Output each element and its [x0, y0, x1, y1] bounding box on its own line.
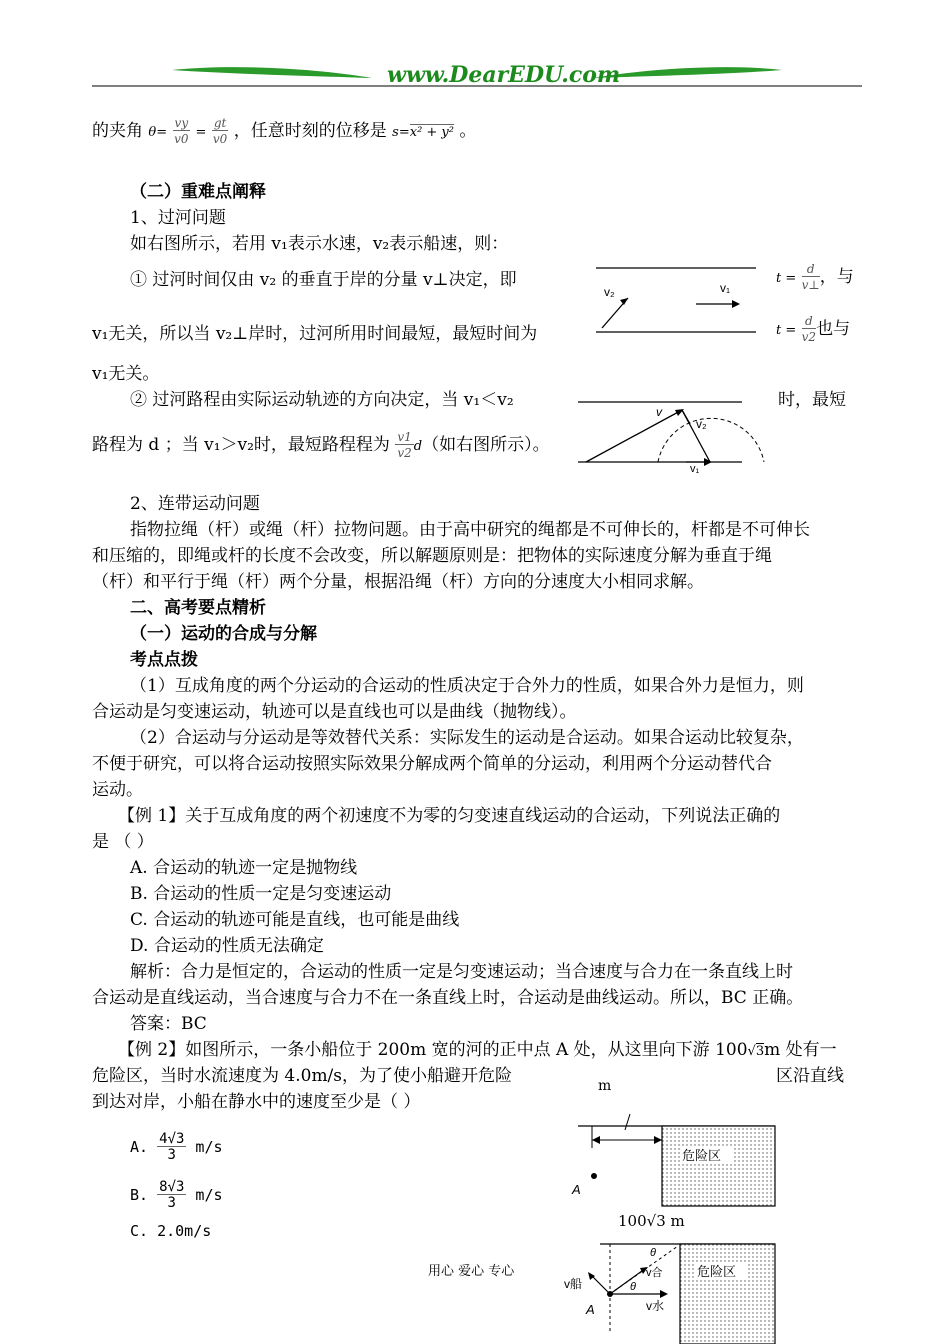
paragraph: ① 过河时间仅由 v₂ 的垂直于岸的分量 v⊥决定，即: [130, 270, 517, 290]
svg-text:v水: v水: [646, 1299, 665, 1313]
example-question: 【例 1】关于互成角度的两个初速度不为零的匀变速直线运动的合运动，下列说法正确的: [118, 806, 781, 826]
paragraph: （杆）和平行于绳（杆）两个分量，根据沿绳（杆）方向的分速度大小相同求解。: [92, 572, 704, 592]
option-c: C. 2.0m/s: [130, 1222, 212, 1240]
paragraph: ② 过河路程由实际运动轨迹的方向决定，当 v₁＜v₂: [130, 390, 514, 410]
option-c: C. 合运动的轨迹可能是直线，也可能是曲线: [130, 910, 460, 930]
paragraph: v₁无关，所以当 v₂⊥岸时，过河所用时间最短，最短时间为: [92, 324, 538, 344]
svg-text:v: v: [656, 405, 662, 419]
distance-label: 100√3 m: [618, 1212, 685, 1230]
answer: 答案：BC: [130, 1014, 207, 1034]
svg-text:A: A: [572, 1182, 581, 1197]
option-a: A. 合运动的轨迹一定是抛物线: [130, 858, 358, 878]
svg-text:危险区: 危险区: [697, 1264, 737, 1279]
option-d: D. 合运动的性质无法确定: [130, 936, 324, 956]
river-diagram-2: [578, 396, 768, 476]
formula-t-vperp: t = $\frac{d}{v\perp}$ ，与: [776, 262, 854, 292]
svg-text:v₂: v₂: [604, 285, 615, 299]
section-subheading: 考点点拨: [130, 650, 198, 670]
page-footer: 用心 爱心 专心: [428, 1264, 515, 1279]
solution: 解析：合力是恒定的，合运动的性质一定是匀变速运动；当合速度与合力在一条直线上时: [130, 962, 793, 982]
section-subheading: （一）运动的合成与分解: [130, 624, 317, 644]
section-heading: 二、高考要点精析: [130, 598, 266, 618]
paragraph: （2）合运动与分运动是等效替代关系：实际发生的运动是合运动。如果合运动比较复杂，: [130, 728, 804, 748]
paragraph: v₁无关。: [92, 364, 160, 384]
svg-text:A: A: [586, 1302, 595, 1317]
section-heading: （二）重难点阐释: [130, 182, 266, 202]
svg-text:v₂: v₂: [696, 417, 707, 431]
svg-text:v合: v合: [646, 1267, 663, 1279]
river-diagram-1: [592, 262, 762, 342]
formula-t-v2: t = $\frac{d}{v2}$ 也与: [776, 314, 851, 344]
item-heading: 2、连带运动问题: [130, 494, 260, 514]
example-question: 是 （ ）: [92, 832, 154, 852]
svg-text:危险区: 危险区: [682, 1148, 722, 1163]
svg-text:θ: θ: [650, 1247, 656, 1259]
danger-diagram-1: [570, 1108, 780, 1208]
svg-text:v₁: v₁: [690, 463, 700, 475]
paragraph: 如右图所示，若用 v₁表示水速，v₂表示船速，则：: [130, 234, 509, 254]
svg-text:v₁: v₁: [720, 281, 731, 295]
svg-text:v船: v船: [564, 1277, 583, 1291]
solution: 合运动是直线运动，当合速度与合力不在一条直线上时，合运动是曲线运动。所以，BC 正确。: [92, 988, 804, 1008]
header-banner: [92, 60, 862, 92]
option-a: A. $\frac{4√3}{3}$ m/s: [130, 1131, 223, 1163]
paragraph: 不便于研究，可以将合运动按照实际效果分解成两个简单的分运动，利用两个分运动替代合: [92, 754, 772, 774]
option-b: B. 合运动的性质一定是匀变速运动: [130, 884, 392, 904]
paragraph: 路程为 d ；当 v₁＞v₂时，最短路程程为 $\frac{v1}{v2}$ d（如右图所示）。: [92, 430, 550, 460]
paragraph: 和压缩的，即绳或杆的长度不会改变，所以解题原则是：把物体的实际速度分解为垂直于绳: [92, 546, 772, 566]
example-question: 【例 2】如图所示，一条小船位于 200m 宽的河的正中点 A 处，从这里向下游 100√3m 处有一: [118, 1040, 837, 1060]
formula-line: 的夹角 θ= $\frac{vy}{v0}$ = $\frac{gt}{v0}$ ，任意时刻的位移是 s=x² + y² 。: [92, 116, 477, 146]
danger-diagram-2: [560, 1232, 780, 1344]
option-b: B. $\frac{8√3}{3}$ m/s: [130, 1179, 223, 1211]
site-logo: www.DearEDU.com: [387, 62, 621, 88]
paragraph: 运动。: [92, 780, 143, 800]
example-question: 到达对岸，小船在静水中的速度至少是（ ）: [92, 1092, 421, 1112]
paragraph: （1）互成角度的两个分运动的合运动的性质决定于合外力的性质，如果合外力是恒力，则: [130, 676, 804, 696]
example-question: 危险区，当时水流速度为 4.0m/s，为了使小船避开危险: [92, 1066, 513, 1086]
paragraph: 指物拉绳（杆）或绳（杆）拉物问题。由于高中研究的绳都是不可伸长的，杆都是不可伸长: [130, 520, 810, 540]
item-heading: 1、过河问题: [130, 208, 226, 228]
svg-text:θ: θ: [630, 1281, 636, 1293]
paragraph: 合运动是匀变速运动，轨迹可以是直线也可以是曲线（抛物线）。: [92, 702, 577, 722]
